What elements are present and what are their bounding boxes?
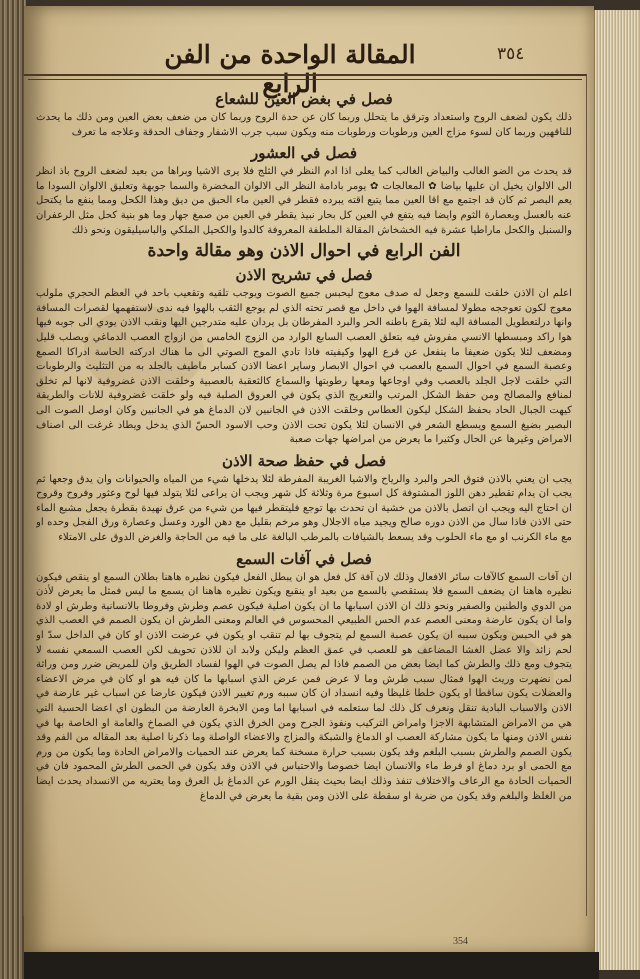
section-paragraph: قد يحدث من الضو الغالب والبياض الغالب كما يعلى اذا ادم النظر في الثلج فلا يرى الاشيا وبراها من بعيد لضعف الروح باذ انظر الى الالوان يخيل ان عليها بياضا ✿ المعالجات ✿ يومر بادامة النظر الى الالوان المخضرة والسما جوبهة وتعليق الالوان السودا ما يعم البصر ثم كان قد اجتمع مع اقا العين مما يتبع اقته يبرده فقطر في العين ماء الحبق من ديق وهذا الكحل ومما ينفع ما يكتحل عنه بالعسل وبعصارة الثوم وايضا فيه يتفع في العين كل بحار نبيذ يقطر في العين من صمغ جهار وما هو بنية كحل مثل الرعفران والسنبل والكحل ماراطيا عشرة فيه الخشخاش المقالة الملطفة المعروفة كالدوا والكحيل الملكي والباسيليقون ونحو ذلك [36,166,572,236]
section-paragraph: يجب ان يعني بالاذن فتوق الحر والبرد والرياح والاشيا الغريبة المفرطة لئلا يدخلها شيء من المياه والحيوانات وان يدق وجعها ثم يجب ان يدام تقطير دهن اللوز المشتوفة كل اسبوع مرة وثلاثة كل شهر ويجب ان يراعى لئلا يتولد فيها لوح وعثور وفروح وقروح ان احتاج اليه ويجب ان اتصل بالاذن من خشية ان تحدث بها توجع فليتقطر فيها من شيء من عرق نهيدة بقطرة يجعل مشبع الماء حتى الاذن فاذا سال من الاذن دوره صالح ويجيد مياه الاجلال وهو مرخم بقليل مع دهن الورد وعسل وعصارة ورق الفجل وحده او مع ماء الكرنب او مع ماء الحلوب وقد يسعط بالشيافات بالمرطب البالغة على ما فيه من الحاجة والغرض الدوق على الامتلاء [36,473,572,544]
section-paragraph: ذلك يكون لضعف الروح واستعداد وترقق ما يتحلل وربما كان عن حدة الروح وربما كان من ضعف بعض العين ومن ذلك ما يحدث للناقهين وربما كان لسوء مزاج العين ورطوبات ورطوبات منه ويكون سبب جرب الاشفار وجفاف الحدقة وعلاجه ما تعرف [36,112,572,138]
section-heading: فصل في بغض العين للشعاع [215,90,393,108]
running-title: المقالة الواحدة من الفن الرابع [164,40,416,98]
section-heading: فصل في حفظ صحة الاذن [221,451,387,470]
folio-number-top: ٣٥٤ [497,44,525,64]
section-heading: فصل في العشور [250,144,357,163]
fore-edge [594,10,640,970]
part-heading: الفن الرابع في احوال الاذن وهو مقالة واحدة [147,241,461,262]
section-paragraph: اعلم ان الاذن خلقت للسمع وجعل له صدف معوج ليحبس جميع الصوت ويوجب تلقيه وتقعيب باحد في العظم الحجري ملولب معوج لكون تعوججه مطولا لمسافة الهوا في داخل مع قصر تحته الذي لم يوجع الثقب بالهوا فيه ندى لاستفهمها لقصرات المسافة وانها درلتعطويل المسافة اليه لئلا يقرع باطنه الحر والبرد المفرطان بل يردان عليه متدرجين اليها ونقب الاذن يودي الى جوبه فيها هوا راكد ومبسطها الانسي مفروش فيه بتعلق العصب السابع الوارد من الزوج الخامس من ازواج العصب الدماغي ويصلب قليل ومضعف لئلا يكون ضعيفا ما ينفعل عن قرع الهوا وكيفيته فاذا تادي الموج الصوتي الى ما هناك ادركته الحاسة ادراكا الصمع وعصبة السمع في احوال السمع بالعصب في احوال الابصار وساير اعضا الاذن كسابر ماطيف بالجلد به من التثليث والرطوبات التي خلقت لاجل الجلد بالعصب وفي اوجاعها ومعها رطوبتها والسماع كالثعقبة بالعصبية وخلقت الاذن غضروفية لانها لم تخلق لمنافع والمصالح ومن حفظ الشكل المرتب والتعريج الذي يكون في العروق الصلبة فيه ولو خلقت غضروفية للانات والطريقة كيهت الجبال الحاد بحفظ الشكل ليكون العطاس وخلقت الاذن في الجانبين لان الدماغ هو في الجانبين وكان اوصل الصوت الى البصير بضيغ السمع ويسطع الشعر في الانسان لئلا يكون تحت الاذن وحب الاسود الحسّ الذي يدخل ويطاد غرغت الى اصناف الامراض وغيرها عن الحال وكثيرا ما يعرض من امراضها جهات صعبة [36,288,572,446]
section-heading: فصل في تشريح الاذن [235,266,373,285]
text-block [36,86,572,906]
section-heading: فصل في آفات السمع [236,549,372,568]
page-number: 354 [453,936,468,947]
section-paragraph: ان آفات السمع كالآفات سائر الافعال وذلك لان آفة كل فعل هو ان يبطل الفعل فيكون نظيره هاهنا بطلان السمع او ينقص فيكون نظيره هاهنا ان يضعف السمع فلا يستقصي بالسمع من بعيد او ينقبع ويكون نظيره هاهنا ان يسمع ما ليس فمثل ما يعرض لأذن من الدوي والطنين والصفير ونحو ذلك ان الاذن اسبابها ما ان يكون اصلية فيكون عصم وطرش وفروطا بالانسانية وطرش او لادة واما ان يكون عارضة ومعنى العصم عدم الحس الطبيعي المحسوس في العالم ومعنى الطرش ان يكون الصمم في العصب الذي هو في الحبس ويكون سببه ان يكون عصبة السمع لم يتجوف بها لم تنقب او يكون في عرضت الاذن او كان في الداخل سدّ او لحم زائد والا عضل الغشا المضاعف هو للعصب في عمق العظم وليكن ولابد ان للاذن تحويف لكن العصب السمعي نفسه لا يتجوف ومع ذلك والطرش كما ايضا بعض من الصمم فاذا لم يصل الصوت في الهوا لفساد الطريق وان للمريض ضرر ومن وراثة لمن نضهرت وريث الهوا فمثال سبب طرش وما لا عرض فمن عرض الذي اسبابها ما كان فيه هو او كان في مرض الاعضاء والعضلات يكون ساقطا او يكون خلطا غليظا وفيه انسداد ان كان سببه ورم تغيير الاذن فيكون عارضا عن اسباب غير عارضة في الاذن والاسباب البادية تنقل ونعرف كل ذلك لما ستعلمه في اسبابها اما ومن الابخرة العارضة من البطون اي اعضا الحسية التي هي من الامراض المتشابهة الاجزا وامراض التركيب ونفوذ الجرح ومن الخرق الذي يكون في الصماخ والعامة او الخاصة بها في نفس الاذن ومنها ما يكون مشاركة العصب او الدماغ والشبكة والمزاج والاعضاء الواصلة وما ذكرنا اصلية بعد المقاله من الفم وقد يكون الصمم والطرش بسبب البلغم وقد يكون بسبب حرارة مسخنة كما يعرض عند الحميات والامراض الحادة وما يكون من ورم مع الحمى او برد دماغ او فرط ماء والانسان ايضا خصوصا والاحتباس في الاذن وقد يكون في الحمى الطرش المحمود فان في الحميات الحادة مع الرعاف والاختلاف تنفذ وذلك ايضا بحيث ينقل الورم عن الدماغ بل العرق وما يعتريه من الانسداد يحدث ايضا من الغلظ والبلغم وقد يكون من ضربة او سقطة على الاذن ومن بقية ما يعرض في الدماغ [36,571,572,802]
bottom-shadow [24,952,599,979]
